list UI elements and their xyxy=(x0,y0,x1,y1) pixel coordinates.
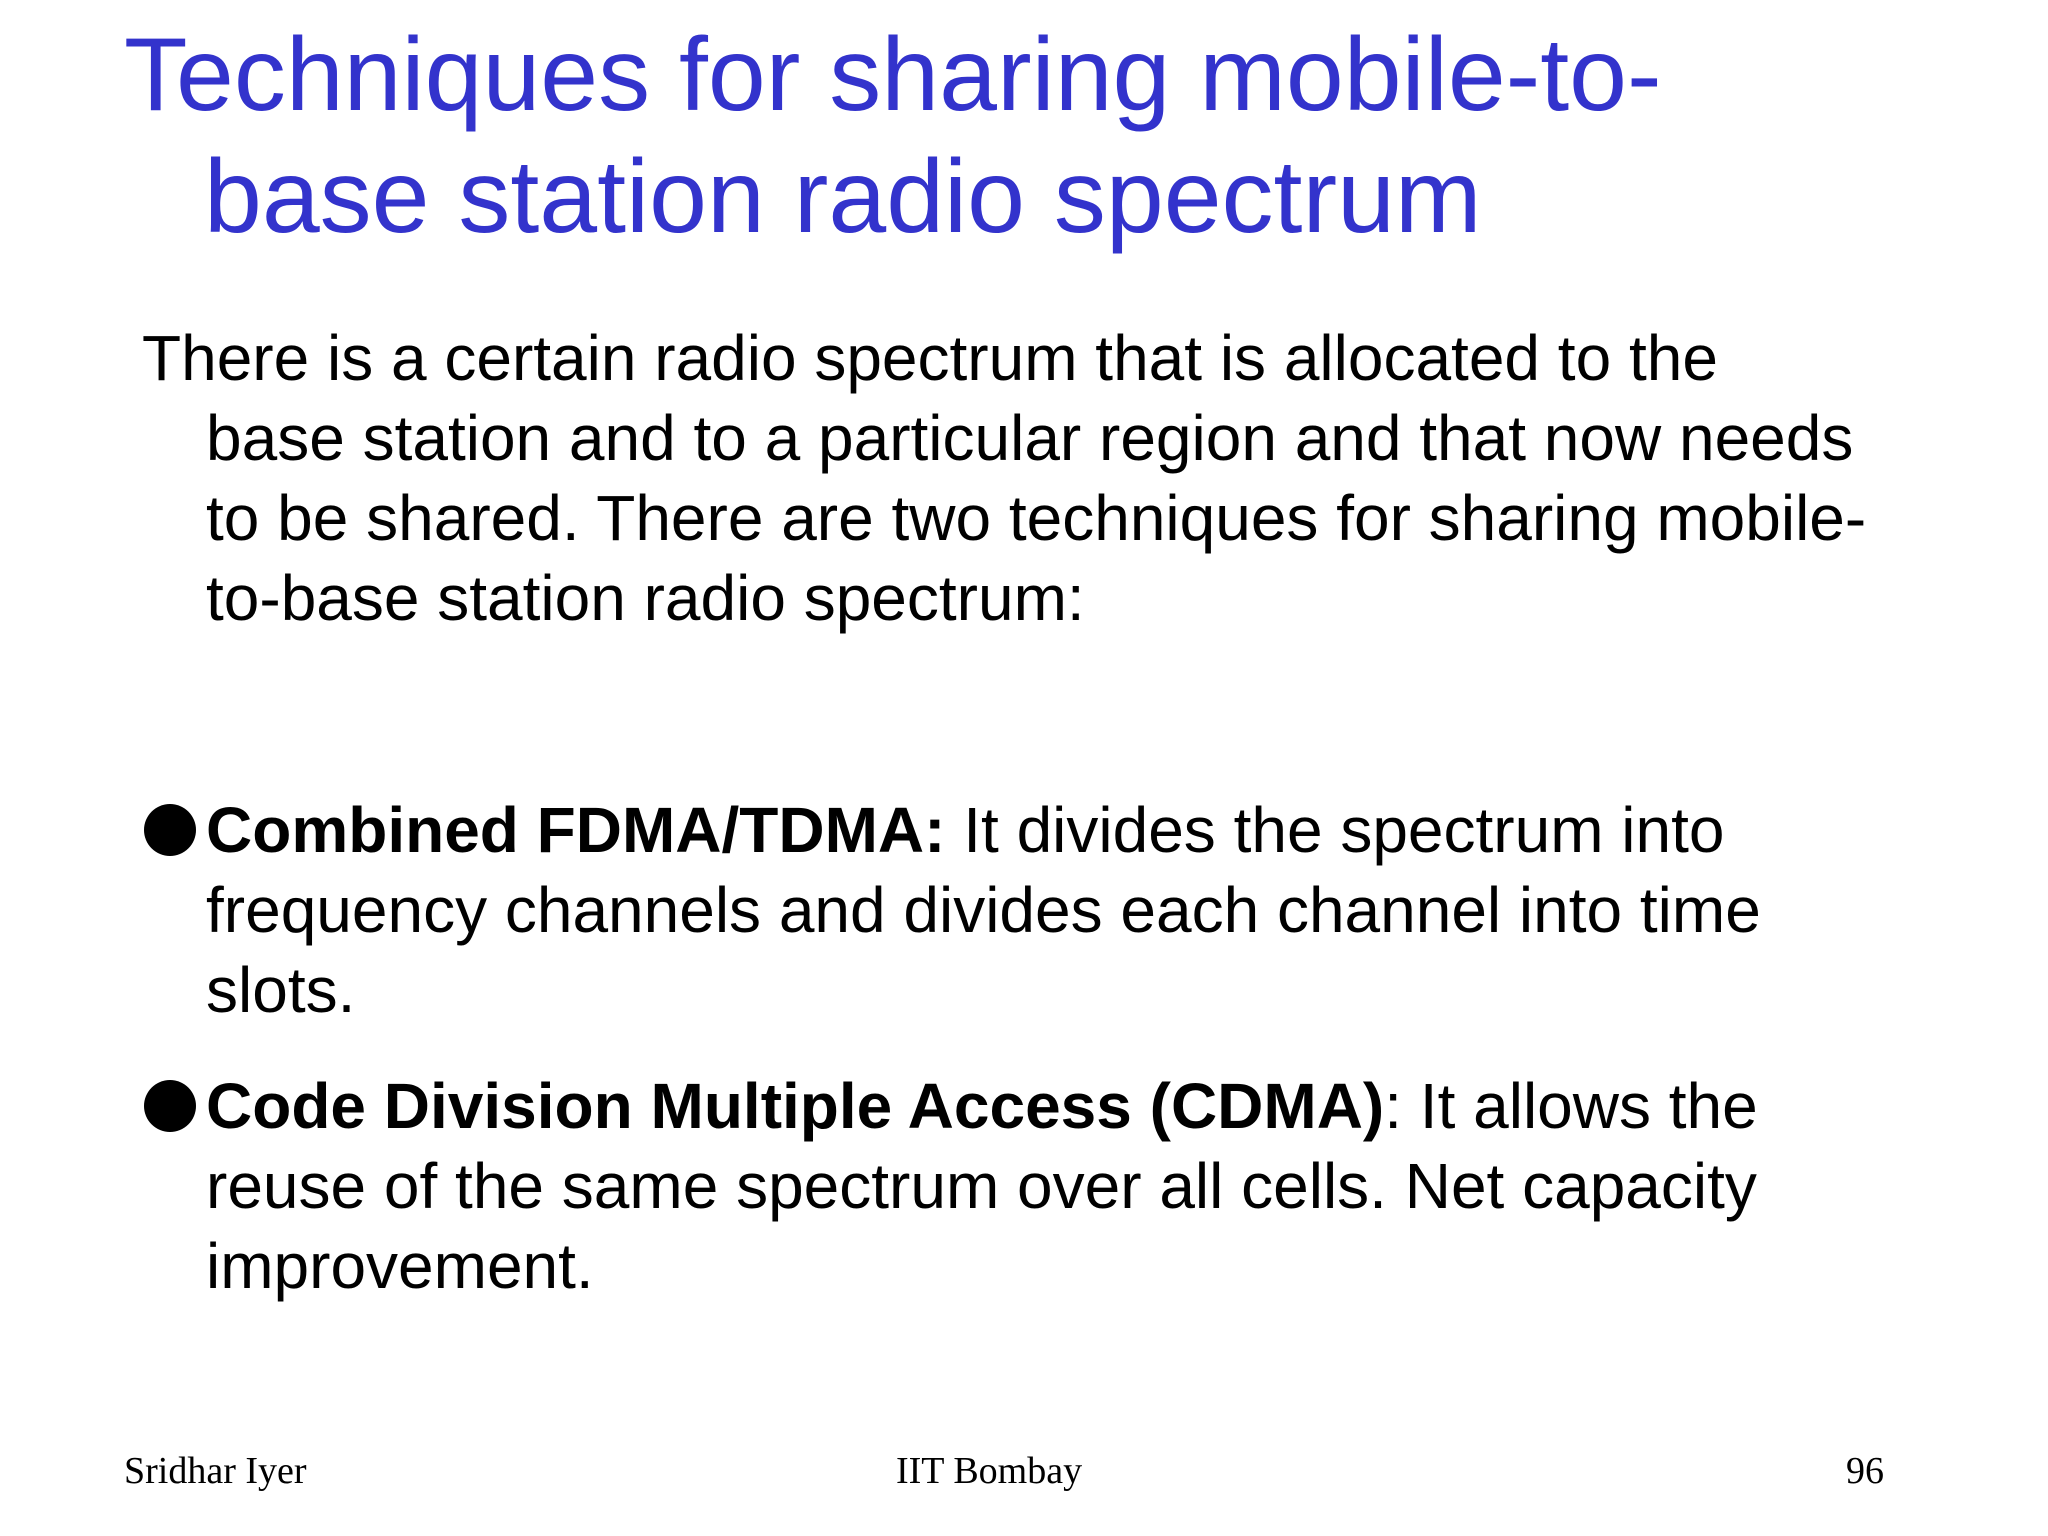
bullet-term: Combined FDMA/TDMA: xyxy=(206,794,946,866)
footer-author: Sridhar Iyer xyxy=(124,1450,307,1492)
bullet-item-cdma xyxy=(142,1066,1942,1306)
bullet-line-2: reuse of the same spectrum over all cells. Net capacity xyxy=(206,1150,1757,1222)
slide-title-line-2: base station radio spectrum xyxy=(204,139,1482,255)
intro-line-1: There is a certain radio spectrum that is allocated to the xyxy=(142,322,1718,394)
bullet-dot-icon xyxy=(144,1080,196,1132)
bullet-line-3: improvement. xyxy=(206,1230,594,1302)
bullet-line-3: slots. xyxy=(206,954,356,1026)
bullet-line-2: frequency channels and divides each channel into time xyxy=(206,874,1761,946)
intro-line-2: base station and to a particular region and that now needs xyxy=(206,402,1854,474)
footer-institution: IIT Bombay xyxy=(896,1450,1083,1492)
slide-title-line-1: Techniques for sharing mobile-to- xyxy=(124,17,1662,133)
slide-title xyxy=(124,14,1924,258)
bullet-line-1 xyxy=(206,1066,1942,1146)
intro-paragraph xyxy=(142,318,1942,638)
bullet-dot-icon xyxy=(144,804,196,856)
bullet-list xyxy=(142,790,1942,1342)
footer-page-number: 96 xyxy=(1846,1450,1884,1492)
bullet-text: It divides the spectrum into xyxy=(945,794,1725,866)
bullet-text: : It allows the xyxy=(1384,1070,1758,1142)
bullet-term: Code Division Multiple Access (CDMA) xyxy=(206,1070,1385,1142)
intro-line-4: to-base station radio spectrum: xyxy=(206,562,1085,634)
bullet-item-fdma-tdma xyxy=(142,790,1942,1030)
bullet-line-1 xyxy=(206,790,1942,870)
intro-line-3: to be shared. There are two techniques for sharing mobile- xyxy=(206,482,1867,554)
